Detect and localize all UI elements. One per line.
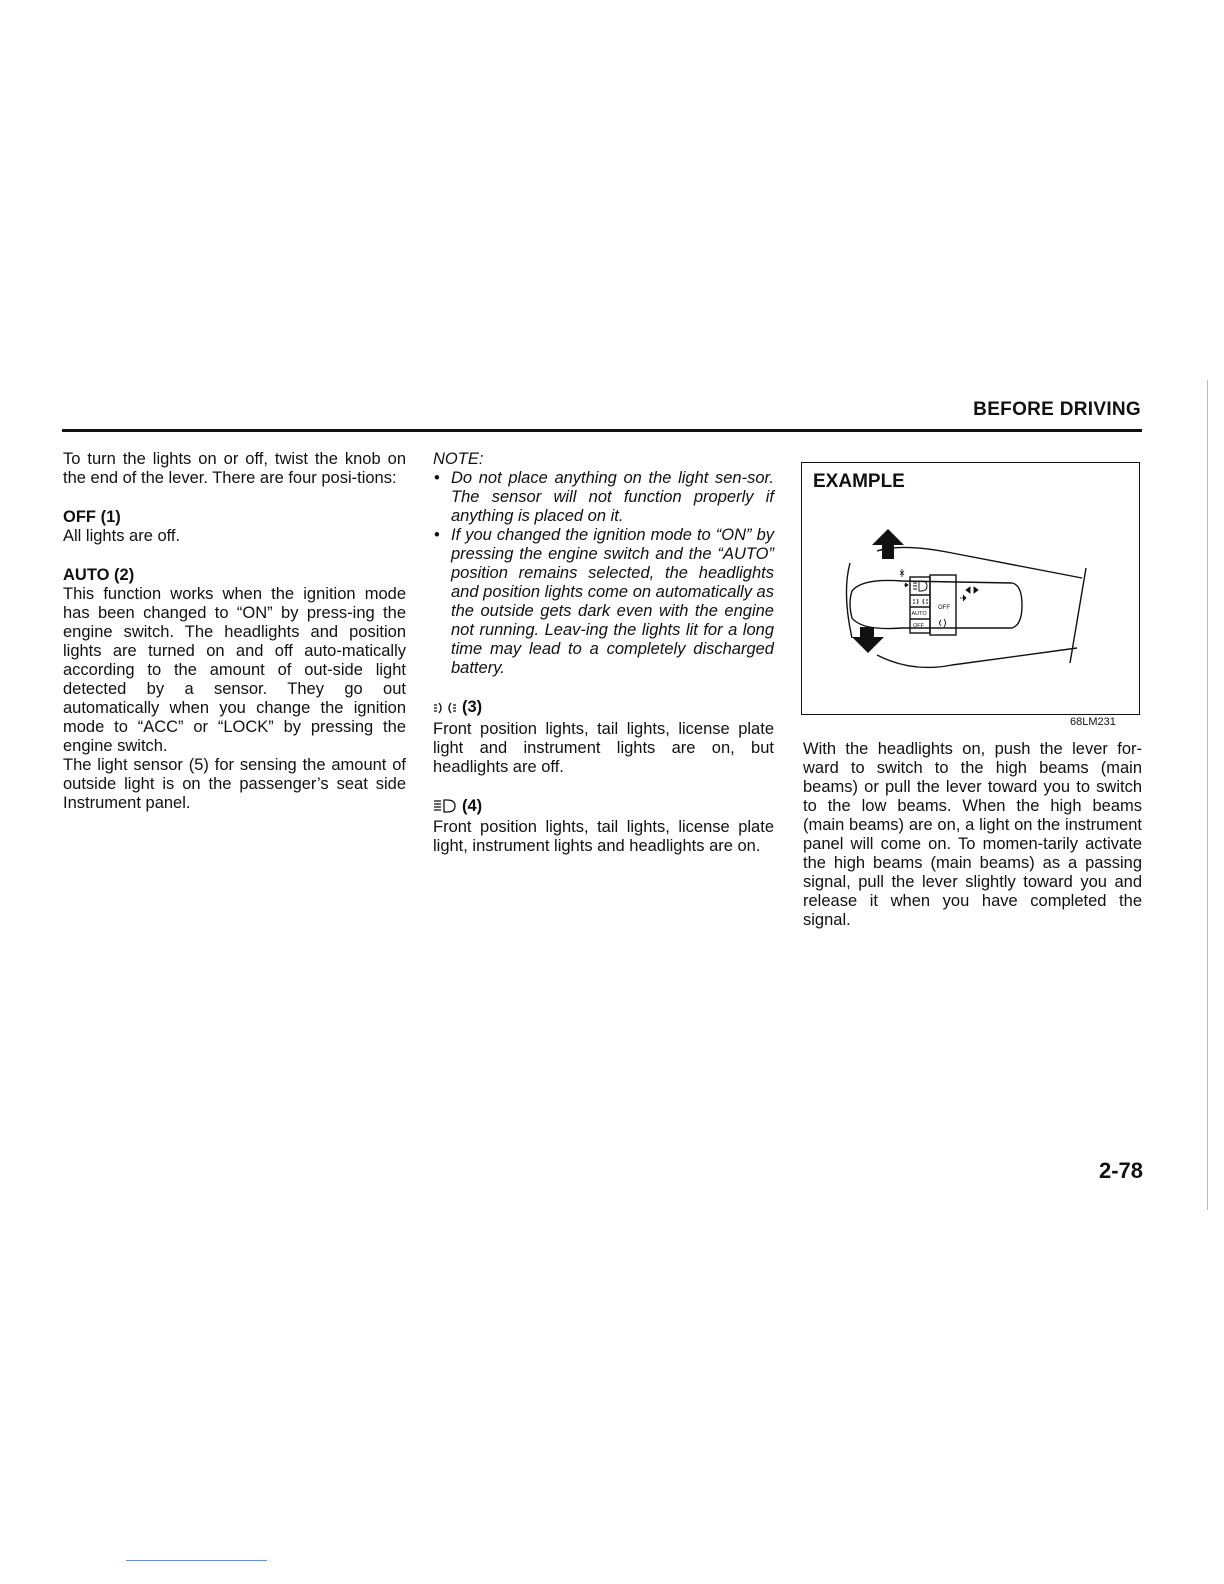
example-label: EXAMPLE	[813, 471, 905, 492]
off-text: All lights are off.	[63, 527, 181, 545]
pull-toward-arrow-icon	[852, 627, 884, 653]
position-4-text: Front position lights, tail lights, license plate light, instrument lights and headlights are on.	[433, 818, 774, 855]
switch-label-off-outer: OFF	[938, 605, 950, 611]
footer-link-underline	[126, 1560, 267, 1561]
switch-label-off-inner: OFF	[913, 623, 924, 629]
section-title: BEFORE DRIVING	[973, 399, 1141, 420]
auto-text: This function works when the ignition mode has been changed to “ON” by press-ing the engine switch. The headlights and position lights are turned on and off auto-matically according to the amount of out-side light detected by a sensor. They go out automatically when you change the ignition mode to “ACC” or “LOCK” by pressing the engine switch.	[63, 585, 406, 755]
column-2	[433, 450, 774, 856]
position-3-label: (3)	[462, 698, 483, 716]
note-title: NOTE:	[433, 450, 484, 468]
headlight-icon	[433, 799, 457, 813]
page-edge-line	[1207, 380, 1208, 1210]
light-sensor-text: The light sensor (5) for sensing the amount of outside light is on the passenger’s seat side Instrument panel.	[63, 756, 406, 812]
column-1	[63, 450, 406, 813]
auto-heading: AUTO (2)	[63, 566, 135, 584]
switch-label-auto: AUTO	[911, 611, 927, 617]
headlight-lever-diagram	[842, 523, 1102, 683]
example-figure	[801, 462, 1140, 715]
off-heading: OFF (1)	[63, 508, 121, 526]
bullet-icon: •	[434, 469, 440, 487]
note-item-text: If you changed the ignition mode to “ON” by pressing the engine switch and the “AUTO” position remains selected, the headlights and position lights come on automatically as the outside gets dark even with the engine not running. Leav-ing the lights lit for a long time may lead to a completely discharged battery.	[451, 526, 774, 677]
note-item	[433, 469, 774, 526]
parking-lights-icon	[433, 701, 457, 715]
position-4-heading	[433, 797, 482, 816]
note-list	[433, 469, 774, 678]
note-item-text: Do not place anything on the light sen-sor. The sensor will not function properly if anything is placed on it.	[451, 469, 774, 525]
page-number: 2-78	[1098, 1158, 1143, 1183]
header-rule	[62, 429, 1142, 432]
push-forward-arrow-icon	[872, 529, 904, 559]
position-4-label: (4)	[462, 796, 483, 815]
figure-code: 68LM231	[1070, 716, 1116, 728]
note-item	[433, 526, 774, 678]
high-beam-text: With the headlights on, push the lever for-ward to switch to the high beams (main beams) or pull the lever toward you to switch to the low beams. When the high beams (main beams) are on, a light on the instrument panel will come on. To momen-tarily activate the high beams (main beams) as a passing signal, pull the lever slightly toward you and release it when you have completed the signal.	[803, 740, 1142, 929]
bullet-icon: •	[434, 526, 440, 544]
column-3	[803, 740, 1142, 930]
position-3-text: Front position lights, tail lights, license plate light and instrument lights are on, but headlights are off.	[433, 719, 774, 776]
position-3-heading	[433, 698, 482, 717]
intro-paragraph: To turn the lights on or off, twist the knob on the end of the lever. There are four posi-tions:	[63, 450, 406, 487]
